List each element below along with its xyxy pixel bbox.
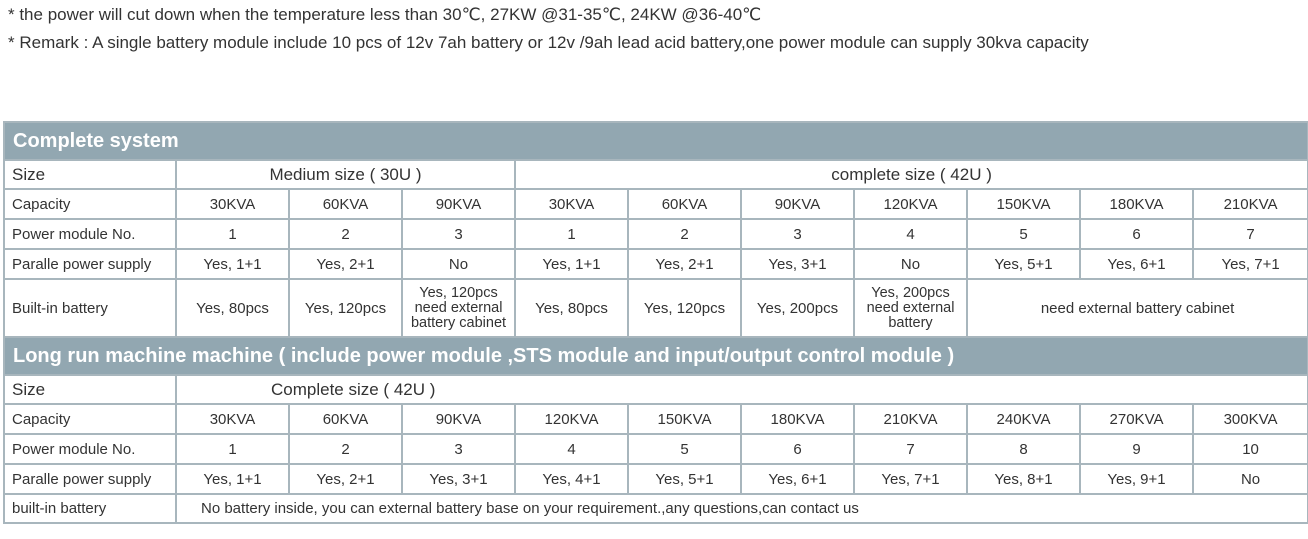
module-cell: 3 <box>741 219 854 249</box>
module-cell: 5 <box>628 434 741 464</box>
capacity-cell: 60KVA <box>289 404 402 434</box>
built-in-battery-label: built-in battery <box>4 494 176 523</box>
spec-table <box>3 121 1308 524</box>
module-cell: 6 <box>1080 219 1193 249</box>
module-cell: 1 <box>176 434 289 464</box>
battery-cell: Yes, 120pcs need external battery cabinet <box>402 279 515 337</box>
capacity-label: Capacity <box>4 189 176 219</box>
module-cell: 2 <box>289 434 402 464</box>
long-run-size-cell: Complete size ( 42U ) <box>176 375 1308 404</box>
battery-cell: Yes, 120pcs <box>628 279 741 337</box>
size-label: Size <box>4 160 176 189</box>
parallel-cell: No <box>854 249 967 279</box>
module-cell: 3 <box>402 434 515 464</box>
module-cell: 2 <box>289 219 402 249</box>
external-battery-cell: need external battery cabinet <box>967 279 1308 337</box>
capacity-cell: 60KVA <box>628 189 741 219</box>
medium-size-cell: Medium size ( 30U ) <box>176 160 515 189</box>
parallel-cell: Yes, 9+1 <box>1080 464 1193 494</box>
module-cell: 4 <box>515 434 628 464</box>
capacity-cell: 210KVA <box>1193 189 1308 219</box>
capacity-label: Capacity <box>4 404 176 434</box>
parallel-cell: Yes, 1+1 <box>176 249 289 279</box>
capacity-cell: 150KVA <box>967 189 1080 219</box>
parallel-cell: Yes, 4+1 <box>515 464 628 494</box>
module-cell: 1 <box>515 219 628 249</box>
parallel-cell: No <box>402 249 515 279</box>
parallel-cell: Yes, 1+1 <box>515 249 628 279</box>
module-cell: 1 <box>176 219 289 249</box>
parallel-cell: Yes, 5+1 <box>967 249 1080 279</box>
parallel-cell: Yes, 5+1 <box>628 464 741 494</box>
capacity-cell: 210KVA <box>854 404 967 434</box>
capacity-cell: 30KVA <box>176 189 289 219</box>
no-battery-note: No battery inside, you can external battery base on your requirement.,any questions,can contact us <box>176 494 1308 523</box>
parallel-cell: Yes, 7+1 <box>1193 249 1308 279</box>
capacity-cell: 180KVA <box>1080 189 1193 219</box>
parallel-cell: Yes, 6+1 <box>1080 249 1193 279</box>
capacity-cell: 90KVA <box>402 189 515 219</box>
battery-cell: Yes, 200pcs need external battery <box>854 279 967 337</box>
built-in-battery-label: Built-in battery <box>4 279 176 337</box>
capacity-cell: 150KVA <box>628 404 741 434</box>
battery-cell: Yes, 120pcs <box>289 279 402 337</box>
capacity-cell: 120KVA <box>515 404 628 434</box>
capacity-cell: 180KVA <box>741 404 854 434</box>
capacity-cell: 120KVA <box>854 189 967 219</box>
capacity-cell: 270KVA <box>1080 404 1193 434</box>
parallel-cell: Yes, 7+1 <box>854 464 967 494</box>
module-cell: 6 <box>741 434 854 464</box>
capacity-cell: 30KVA <box>176 404 289 434</box>
capacity-cell: 300KVA <box>1193 404 1308 434</box>
parallel-label: Paralle power supply <box>4 464 176 494</box>
parallel-cell: Yes, 3+1 <box>741 249 854 279</box>
size-label: Size <box>4 375 176 404</box>
parallel-cell: Yes, 2+1 <box>628 249 741 279</box>
power-module-label: Power module No. <box>4 434 176 464</box>
parallel-cell: Yes, 1+1 <box>176 464 289 494</box>
module-cell: 9 <box>1080 434 1193 464</box>
capacity-cell: 60KVA <box>289 189 402 219</box>
battery-cell: Yes, 200pcs <box>741 279 854 337</box>
capacity-cell: 240KVA <box>967 404 1080 434</box>
module-cell: 3 <box>402 219 515 249</box>
temperature-note: * the power will cut down when the temperature less than 30℃, 27KW @31-35℃, 24KW @36-40℃ <box>8 5 762 24</box>
module-cell: 5 <box>967 219 1080 249</box>
module-cell: 7 <box>1193 219 1308 249</box>
power-module-label: Power module No. <box>4 219 176 249</box>
complete-system-heading: Complete system <box>4 122 1308 160</box>
complete-size-cell: complete size ( 42U ) <box>515 160 1308 189</box>
module-cell: 4 <box>854 219 967 249</box>
parallel-cell: Yes, 8+1 <box>967 464 1080 494</box>
capacity-cell: 30KVA <box>515 189 628 219</box>
parallel-cell: Yes, 2+1 <box>289 249 402 279</box>
module-cell: 8 <box>967 434 1080 464</box>
parallel-cell: Yes, 6+1 <box>741 464 854 494</box>
capacity-cell: 90KVA <box>402 404 515 434</box>
parallel-label: Paralle power supply <box>4 249 176 279</box>
remark-note: * Remark : A single battery module include 10 pcs of 12v 7ah battery or 12v /9ah lead acid battery,one power module can supply 30kva capacity <box>8 33 1089 52</box>
module-cell: 10 <box>1193 434 1308 464</box>
parallel-cell: Yes, 2+1 <box>289 464 402 494</box>
module-cell: 2 <box>628 219 741 249</box>
battery-cell: Yes, 80pcs <box>176 279 289 337</box>
capacity-cell: 90KVA <box>741 189 854 219</box>
long-run-heading: Long run machine machine ( include power module ,STS module and input/output control module ) <box>4 337 1308 375</box>
parallel-cell: Yes, 3+1 <box>402 464 515 494</box>
battery-cell: Yes, 80pcs <box>515 279 628 337</box>
module-cell: 7 <box>854 434 967 464</box>
parallel-cell: No <box>1193 464 1308 494</box>
